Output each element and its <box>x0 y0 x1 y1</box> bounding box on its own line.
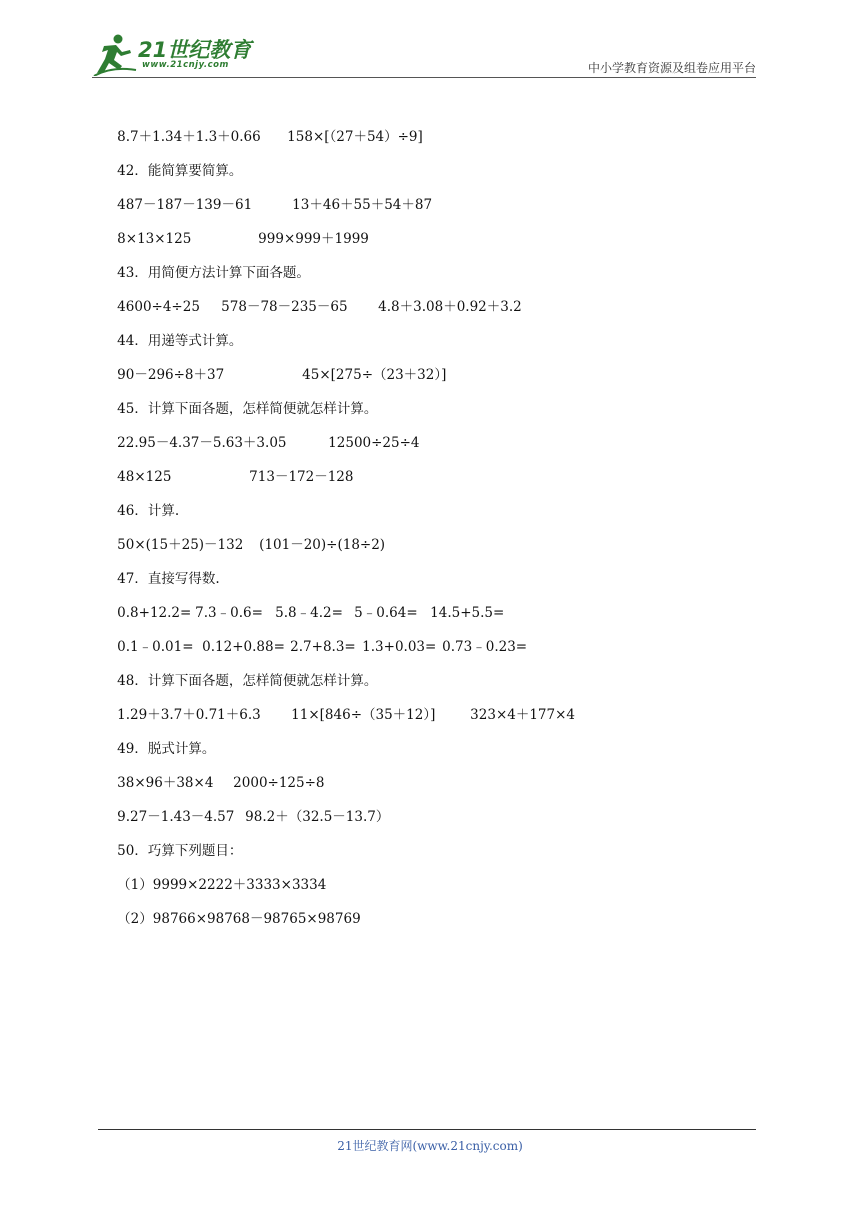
exercise-row <box>100 410 756 451</box>
math-item: 1.3+0.03= <box>362 639 437 655</box>
math-item: 13＋46＋55＋54＋87 <box>292 197 433 213</box>
runner-logo-icon <box>92 32 138 76</box>
math-item: 1.29＋3.7＋0.71＋6.3 <box>117 707 261 723</box>
math-item: 90－296÷8＋37 <box>117 367 225 383</box>
math-item: （1）9999×2222＋3333×3334 <box>117 877 327 893</box>
platform-name: 中小学教育资源及组卷应用平台 <box>587 61 756 75</box>
math-item: 713－172－128 <box>249 469 354 485</box>
math-item: 4.8＋3.08＋0.92＋3.2 <box>378 299 522 315</box>
exercise-row <box>100 342 756 383</box>
exercise-row <box>100 852 756 893</box>
math-item: 487－187－139－61 <box>117 197 253 213</box>
exercise-row <box>100 206 756 247</box>
math-item: 0.1﹣0.01= <box>117 639 194 655</box>
math-item: 5﹣0.64= <box>354 605 418 621</box>
question-heading <box>100 240 756 281</box>
exercise-list <box>100 104 756 927</box>
question-title: 42．能简算要简算。 <box>117 163 243 179</box>
math-item: 0.8+12.2= <box>117 605 192 621</box>
page-footer: 21世纪教育网(www.21cnjy.com) <box>337 1139 523 1153</box>
question-title: 44．用递等式计算。 <box>117 333 243 349</box>
math-item: 14.5+5.5= <box>430 605 505 621</box>
question-heading <box>100 308 756 349</box>
math-item: 4600÷4÷25 <box>117 299 200 315</box>
question-title: 43．用简便方法计算下面各题。 <box>117 265 310 281</box>
math-item: (101－20)÷(18÷2) <box>259 537 386 553</box>
math-item: 11×[846÷（35＋12）] <box>291 707 436 723</box>
math-item: 12500÷25÷4 <box>328 435 420 451</box>
question-title: 48．计算下面各题，怎样简便就怎样计算。 <box>117 673 378 689</box>
question-heading <box>100 648 756 689</box>
math-item: 9.27－1.43－4.57 <box>117 809 235 825</box>
math-item: 48×125 <box>117 469 172 485</box>
exercise-row <box>100 784 756 825</box>
math-item: 323×4＋177×4 <box>470 707 576 723</box>
exercise-row <box>100 274 756 315</box>
question-heading <box>100 138 756 179</box>
logo-url: www.21cnjy.com <box>142 60 229 70</box>
question-title: 49．脱式计算。 <box>117 741 216 757</box>
question-title: 45．计算下面各题，怎样简便就怎样计算。 <box>117 401 378 417</box>
question-title: 47．直接写得数. <box>117 571 220 587</box>
exercise-row <box>100 172 756 213</box>
math-item: （2）98766×98768－98765×98769 <box>117 911 361 927</box>
math-item: 98.2＋（32.5－13.7） <box>245 809 390 825</box>
exercise-row <box>100 682 756 723</box>
exercise-row <box>100 444 756 485</box>
math-item: 50×(15＋25)－132 <box>117 537 244 553</box>
math-item: 45×[275÷（23＋32）] <box>302 367 447 383</box>
question-heading <box>100 818 756 859</box>
math-item: 5.8﹣4.2= <box>275 605 343 621</box>
math-item: 158×[（27＋54）÷9] <box>287 129 423 145</box>
header-divider <box>92 77 756 78</box>
question-title: 50．巧算下列题目： <box>117 843 243 859</box>
math-item: 0.12+0.88= <box>202 639 285 655</box>
math-item: 578－78－235－65 <box>221 299 348 315</box>
question-heading <box>100 478 756 519</box>
math-item: 7.3﹣0.6= <box>195 605 263 621</box>
logo-title: 21世纪教育 <box>138 38 252 62</box>
exercise-row <box>100 886 756 927</box>
exercise-row <box>100 104 756 145</box>
math-item: 2.7+8.3= <box>290 639 356 655</box>
site-logo <box>92 32 262 76</box>
math-item: 2000÷125÷8 <box>233 775 325 791</box>
page-header <box>92 28 756 78</box>
math-item: 0.73﹣0.23= <box>442 639 528 655</box>
math-item: 38×96＋38×4 <box>117 775 214 791</box>
math-item: 999×999＋1999 <box>258 231 369 247</box>
math-item: 22.95－4.37－5.63＋3.05 <box>117 435 287 451</box>
question-heading <box>100 546 756 587</box>
exercise-row <box>100 580 756 621</box>
question-heading <box>100 716 756 757</box>
math-item: 8×13×125 <box>117 231 192 247</box>
math-item: 8.7＋1.34＋1.3＋0.66 <box>117 129 261 145</box>
question-heading <box>100 376 756 417</box>
footer-divider <box>98 1129 756 1130</box>
exercise-row <box>100 512 756 553</box>
exercise-row <box>100 750 756 791</box>
question-title: 46．计算. <box>117 503 180 519</box>
exercise-row <box>100 614 756 655</box>
